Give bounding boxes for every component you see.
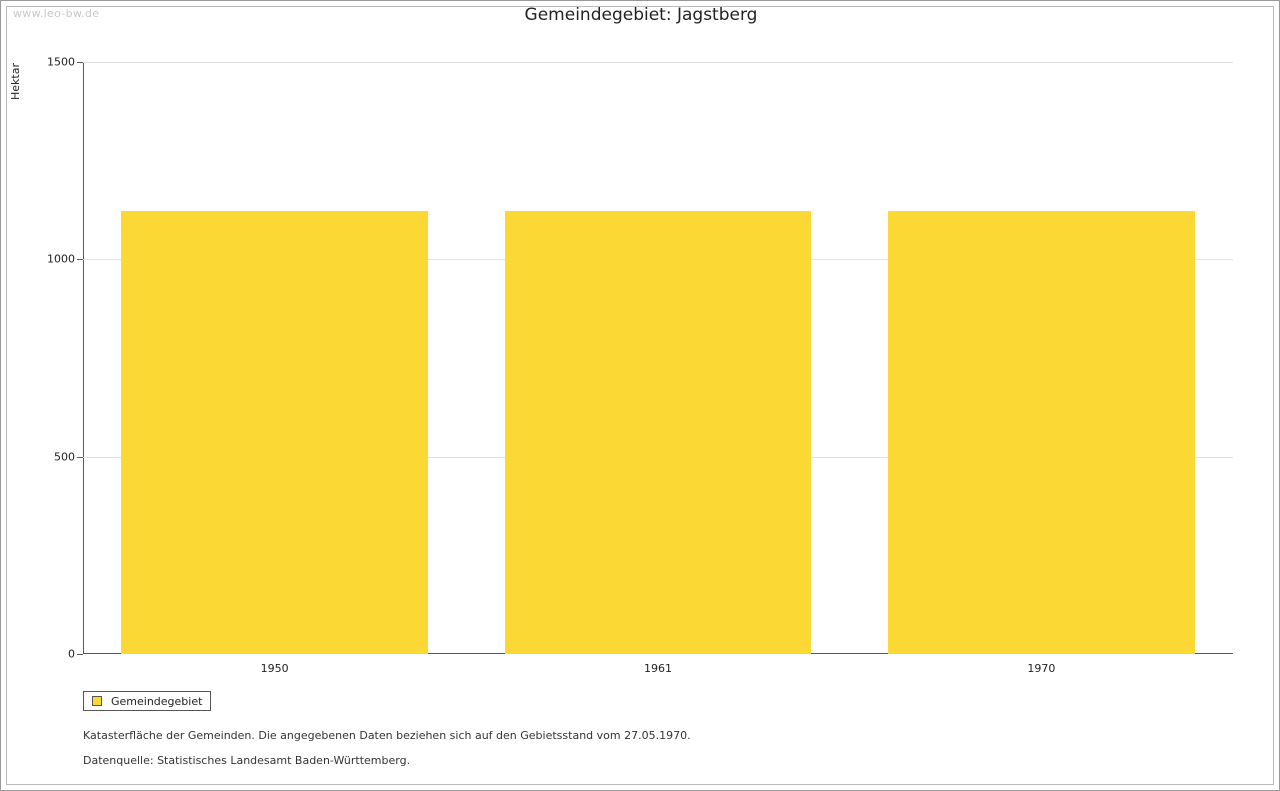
y-axis-tick (77, 457, 83, 458)
y-axis-tick-label: 500 (54, 450, 75, 464)
y-axis-tick-label: 0 (68, 647, 75, 661)
y-axis-label: Hektar (9, 63, 22, 100)
bar (888, 211, 1195, 654)
legend-item-label: Gemeindegebiet (111, 694, 203, 708)
bar (505, 211, 812, 654)
gridline (83, 62, 1233, 63)
y-axis-tick (77, 259, 83, 260)
y-axis-tick-labels (43, 55, 75, 661)
footnote-data-source: Datenquelle: Statistisches Landesamt Baden-Württemberg. (83, 754, 411, 767)
watermark-text: www.leo-bw.de (13, 7, 100, 20)
x-axis-tick-label: 1961 (644, 662, 672, 675)
y-axis-tick (77, 62, 83, 63)
chart-legend (83, 691, 211, 711)
plot-area (83, 62, 1233, 654)
x-axis-tick-labels (83, 654, 1233, 676)
y-axis-tick-label: 1000 (47, 252, 75, 266)
bar (121, 211, 428, 654)
y-axis-line (83, 62, 84, 654)
x-axis-tick-label: 1950 (260, 662, 289, 675)
chart-title: Gemeindegebiet: Jagstberg (524, 5, 758, 25)
x-axis-tick-label: 1970 (1027, 662, 1056, 675)
legend-swatch-icon (92, 696, 102, 706)
footnote-source-definition: Katasterfläche der Gemeinden. Die angegebenen Daten beziehen sich auf den Gebietsstand vom 27.05.1970. (83, 729, 691, 742)
y-axis-tick-label: 1500 (47, 55, 75, 69)
